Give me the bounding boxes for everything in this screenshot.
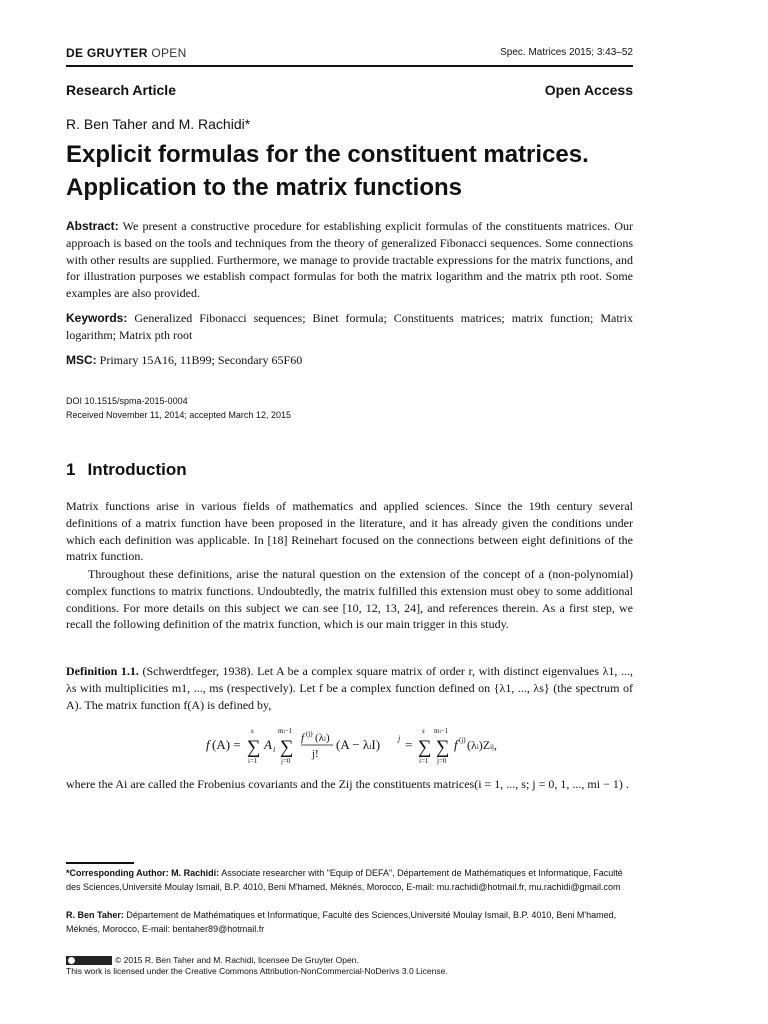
svg-text:f: f xyxy=(454,737,458,752)
keywords-text: Generalized Fibonacci sequences; Binet formula; Constituents matrices; matrix function; Matrix logarithm; Matrix pth root xyxy=(66,311,634,342)
svg-text:i=1: i=1 xyxy=(419,757,429,765)
license-block xyxy=(66,955,633,977)
title-line-1: Explicit formulas for the constituent matrices. xyxy=(66,141,589,168)
footnote-author-affiliation xyxy=(66,908,633,936)
svg-text:s: s xyxy=(422,727,425,735)
publisher-open: OPEN xyxy=(151,46,187,60)
svg-text:j=0: j=0 xyxy=(281,757,291,765)
svg-text:i=1: i=1 xyxy=(248,757,258,765)
abstract xyxy=(66,218,633,302)
svg-text:j: j xyxy=(398,734,401,743)
publisher-logo xyxy=(66,46,187,60)
msc-text: Primary 15A16, 11B99; Secondary 65F60 xyxy=(99,353,303,367)
svg-text:(λi): (λi) xyxy=(315,732,330,744)
svg-text:(j): (j) xyxy=(459,736,466,744)
svg-text:∑: ∑ xyxy=(436,737,450,758)
svg-text:f: f xyxy=(206,737,210,752)
svg-text:j!: j! xyxy=(312,748,319,760)
svg-text:(A − λiI): (A − λiI) xyxy=(336,737,381,752)
license-terms: This work is licensed under the Creative Commons Attribution-NonCommercial-NoDerivs 3.0 License. xyxy=(66,966,448,976)
license-copyright: © 2015 R. Ben Taher and M. Rachidi, licensee De Gruyter Open. xyxy=(115,955,359,965)
footnote-1-label: *Corresponding Author: M. Rachidi: xyxy=(66,868,220,878)
paper-title xyxy=(66,138,676,204)
svg-text:j=0: j=0 xyxy=(437,757,447,765)
cc-license-icon xyxy=(66,956,112,965)
svg-text:(λi)Zij,: (λi)Zij, xyxy=(467,738,497,752)
section-heading xyxy=(66,460,187,480)
svg-text:∑: ∑ xyxy=(247,737,261,758)
doi-block xyxy=(66,394,291,422)
abstract-label: Abstract: xyxy=(66,219,119,233)
header-rule xyxy=(66,65,633,67)
intro-paragraph-1: Matrix functions arise in various fields of mathematics and applied sciences. Since the 19th century several definitions of a matrix function have been proposed in the literature, and it has already given the conditions under which each definition was applicable. In [18] Reinehart focused on the connections between eight definitions of the matrix function. xyxy=(66,499,633,564)
svg-text:∑: ∑ xyxy=(280,737,294,758)
svg-text:f: f xyxy=(301,732,305,744)
journal-citation: Spec. Matrices 2015; 3:43–52 xyxy=(500,47,633,58)
running-header xyxy=(66,46,633,66)
publisher-name: DE GRUYTER xyxy=(66,46,148,60)
definition xyxy=(66,663,633,713)
authors: R. Ben Taher and M. Rachidi* xyxy=(66,116,251,132)
svg-text:mi−1: mi−1 xyxy=(434,727,449,735)
keywords-label: Keywords: xyxy=(66,311,128,325)
svg-text:s: s xyxy=(251,727,254,735)
abstract-text: We present a constructive procedure for establishing explicit formulas of the constituents matrices. Our approach is based on the tools and techniques from the theory of generalized Fibonacci sequences. Some connections with other results are supplied. Furthermore, we manage to provide tractable expressions for the matrix functions, and for illustration purposes we establish compact formulas for both the matrix logarithm and the matrix pth root. Some examples are also provided. xyxy=(66,219,633,301)
msc-label: MSC: xyxy=(66,353,97,367)
section-number: 1 xyxy=(66,460,76,479)
doi: DOI 10.1515/spma-2015-0004 xyxy=(66,396,188,406)
footnote-2-label: R. Ben Taher: xyxy=(66,910,124,920)
title-line-2: Application to the matrix functions xyxy=(66,174,463,201)
svg-text:A: A xyxy=(264,737,272,752)
article-type: Research Article xyxy=(66,82,176,98)
svg-text:∑: ∑ xyxy=(418,737,432,758)
open-access-label: Open Access xyxy=(544,82,633,98)
intro-paragraph-2: Throughout these definitions, arise the natural question on the extension of the concept of a (non-polynomial) complex functions to matrix functions. Undoubtedly, the matrix fulfilled this extension must obey to some additional conditions. For more details on this subject we can see [10, 12, 13, 24], and references therein. As a first step, we recall the following definition of the matrix function, which is our main trigger in this study. xyxy=(66,567,633,632)
matrix-function-formula xyxy=(200,722,500,768)
where-paragraph: where the Ai are called the Frobenius covariants and the Zij the constituents matrices(i = 1, ..., s; j = 0, 1, ..., mi − 1) . xyxy=(66,777,629,791)
footnote-rule xyxy=(66,862,134,864)
footnote-1-text: Associate researcher with "Equip of DEFA", Département de Mathématiques et Informatique, Faculté des Sciences,Université Moulay Ismail, B.P. 4010, Beni M'hamed, Méknés, Morocco, E-mail: mu.rachidi@hotmail.fr, mu.rachidi@gmail.com xyxy=(66,868,623,892)
svg-text:(j): (j) xyxy=(306,730,313,738)
received-dates: Received November 11, 2014; accepted March 12, 2015 xyxy=(66,410,291,420)
section-title: Introduction xyxy=(87,460,187,479)
definition-label: Definition 1.1. xyxy=(66,664,139,678)
definition-text: (Schwerdtfeger, 1938). Let A be a complex square matrix of order r, with distinct eigenvalues λ1, ..., λs with multiplicities m1, ..., ms (respectively). Let f be a complex function defined on {λ1, ..., λs} (the spectrum of A). The matrix function f(A) is defined by, xyxy=(66,664,633,712)
footnote-2-text: Département de Mathématiques et Informatique, Faculté des Sciences,Université Moulay Ismail, B.P. 4010, Beni M'hamed, Méknés, Morocco, E-mail: bentaher89@hotmail.fr xyxy=(66,910,617,934)
svg-text:(A) =: (A) = xyxy=(212,737,241,752)
svg-text:i: i xyxy=(273,745,276,754)
footnote-corresponding-author xyxy=(66,866,633,894)
svg-text:=: = xyxy=(405,737,413,752)
svg-text:mi−1: mi−1 xyxy=(278,727,293,735)
keywords xyxy=(66,310,633,344)
msc xyxy=(66,352,633,369)
